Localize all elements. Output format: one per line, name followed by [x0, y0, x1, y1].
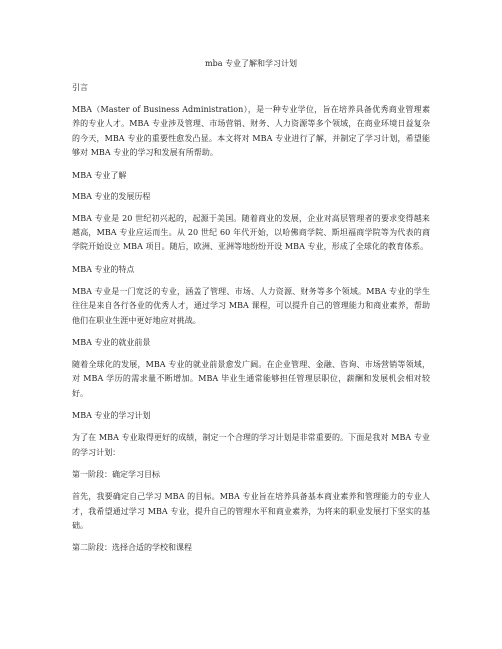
subsection-heading-stage-one: 第一阶段：确定学习目标: [72, 470, 160, 480]
paragraph-history: MBA 专业是 20 世纪初兴起的，起源于美国。随着商业的发展，企业对高层管理者的要求变得越来越高，MBA 专业应运而生。从 20 世纪 60 年代开始，以哈佛商学院、斯坦福商学院等为代表的商学院开始设立 MBA 项目。随后，欧洲、亚洲等地纷纷开设 MBA 专业，形成了全球化的教育体系。: [72, 213, 430, 252]
paragraph-study-plan: 为了在 MBA 专业取得更好的成绩，制定一个合理的学习计划是非常重要的。下面是我对 MBA 专业的学习计划：: [72, 433, 430, 457]
subsection-heading-history: MBA 专业的发展历程: [72, 191, 151, 201]
document-title: mba 专业了解和学习计划: [204, 59, 298, 68]
paragraph-introduction: MBA（Master of Business Administration），是一种专业学位，旨在培养具备优秀商业管理素养的专业人才。MBA 专业涉及管理、市场营销、财务、人力资源等多个领域，在商业环境日益复杂的今天，MBA 专业的重要性愈发凸显。本文将对 MBA 专业进行了解，并制定了学习计划，希望能够对 MBA 专业的学习和发展有所帮助。: [72, 105, 430, 158]
section-heading-study-plan: MBA 专业的学习计划: [72, 411, 151, 421]
subsection-heading-employment: MBA 专业的就业前景: [72, 338, 151, 348]
section-heading-mba-overview: MBA 专业了解: [72, 170, 127, 180]
paragraph-features: MBA 专业是一门宽泛的专业，涵盖了管理、市场、人力资源、财务等多个领域。MBA 专业的学生往往是来自各行各业的优秀人才，通过学习 MBA 课程，可以提升自己的管理能力和商业素养，帮助他们在职业生涯中更好地应对挑战。: [72, 286, 430, 325]
subsection-heading-features: MBA 专业的特点: [72, 264, 135, 274]
section-heading-introduction: 引言: [72, 83, 88, 92]
paragraph-stage-one: 首先，我要确定自己学习 MBA 的目标。MBA 专业旨在培养具备基本商业素养和管理能力的专业人才，我希望通过学习 MBA 专业，提升自己的管理水平和商业素养，为将来的职业发展打下坚实的基础。: [72, 492, 430, 530]
paragraph-employment: 随着全球化的发展，MBA 专业的就业前景愈发广阔。在企业管理、金融、咨询、市场营销等领域，对 MBA 学历的需求量不断增加。MBA 毕业生通常能够担任管理层职位，薪酬和发展机会相对较好。: [72, 360, 430, 398]
subsection-heading-stage-two: 第二阶段：选择合适的学校和课程: [72, 543, 192, 553]
